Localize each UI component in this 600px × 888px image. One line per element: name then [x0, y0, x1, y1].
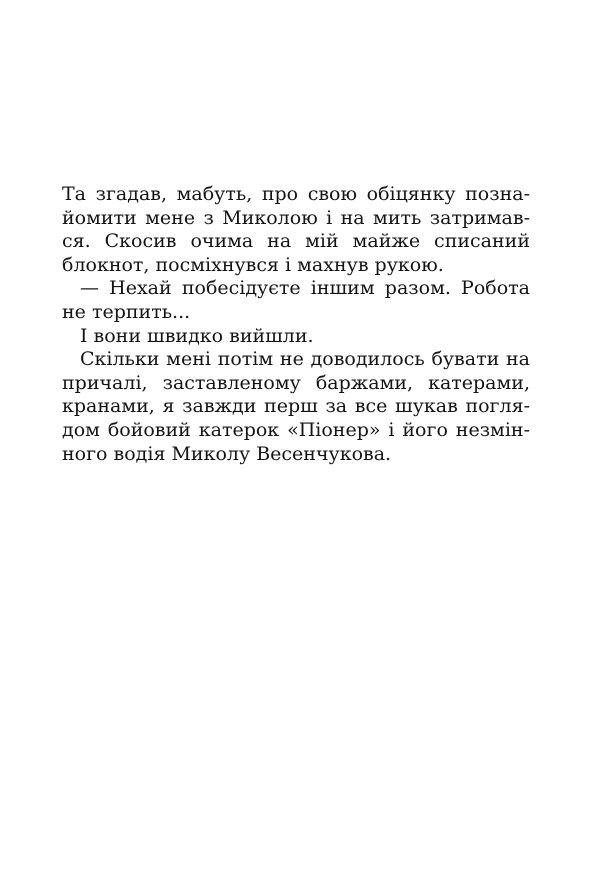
- text-line: Скільки мені потім не доводилось бувати на: [80, 348, 530, 371]
- page-text: [62, 183, 530, 466]
- text-line: ного водія Миколу Весенчукова.: [62, 442, 392, 465]
- text-line: не терпить...: [62, 300, 191, 323]
- text-line: ся. Скосив очима на мій майже списаний: [62, 230, 530, 253]
- text-line: дом бойовий катерок «Піонер» і його незмін-: [62, 418, 530, 441]
- text-line: причалі, заставленому баржами, катерами,: [62, 371, 530, 394]
- text-line: блокнот, посміхнувся і махнув рукою.: [62, 253, 444, 276]
- text-line: — Нехай побесідуєте іншим разом. Робота: [80, 277, 530, 300]
- text-line: кранами, я завжди перш за все шукав погля-: [62, 395, 530, 418]
- text-line: йомити мене з Миколою і на мить затримав-: [62, 206, 530, 229]
- text-line: І вони швидко вийшли.: [80, 324, 314, 347]
- text-line: Та згадав, мабуть, про свою обіцянку позна-: [62, 183, 530, 205]
